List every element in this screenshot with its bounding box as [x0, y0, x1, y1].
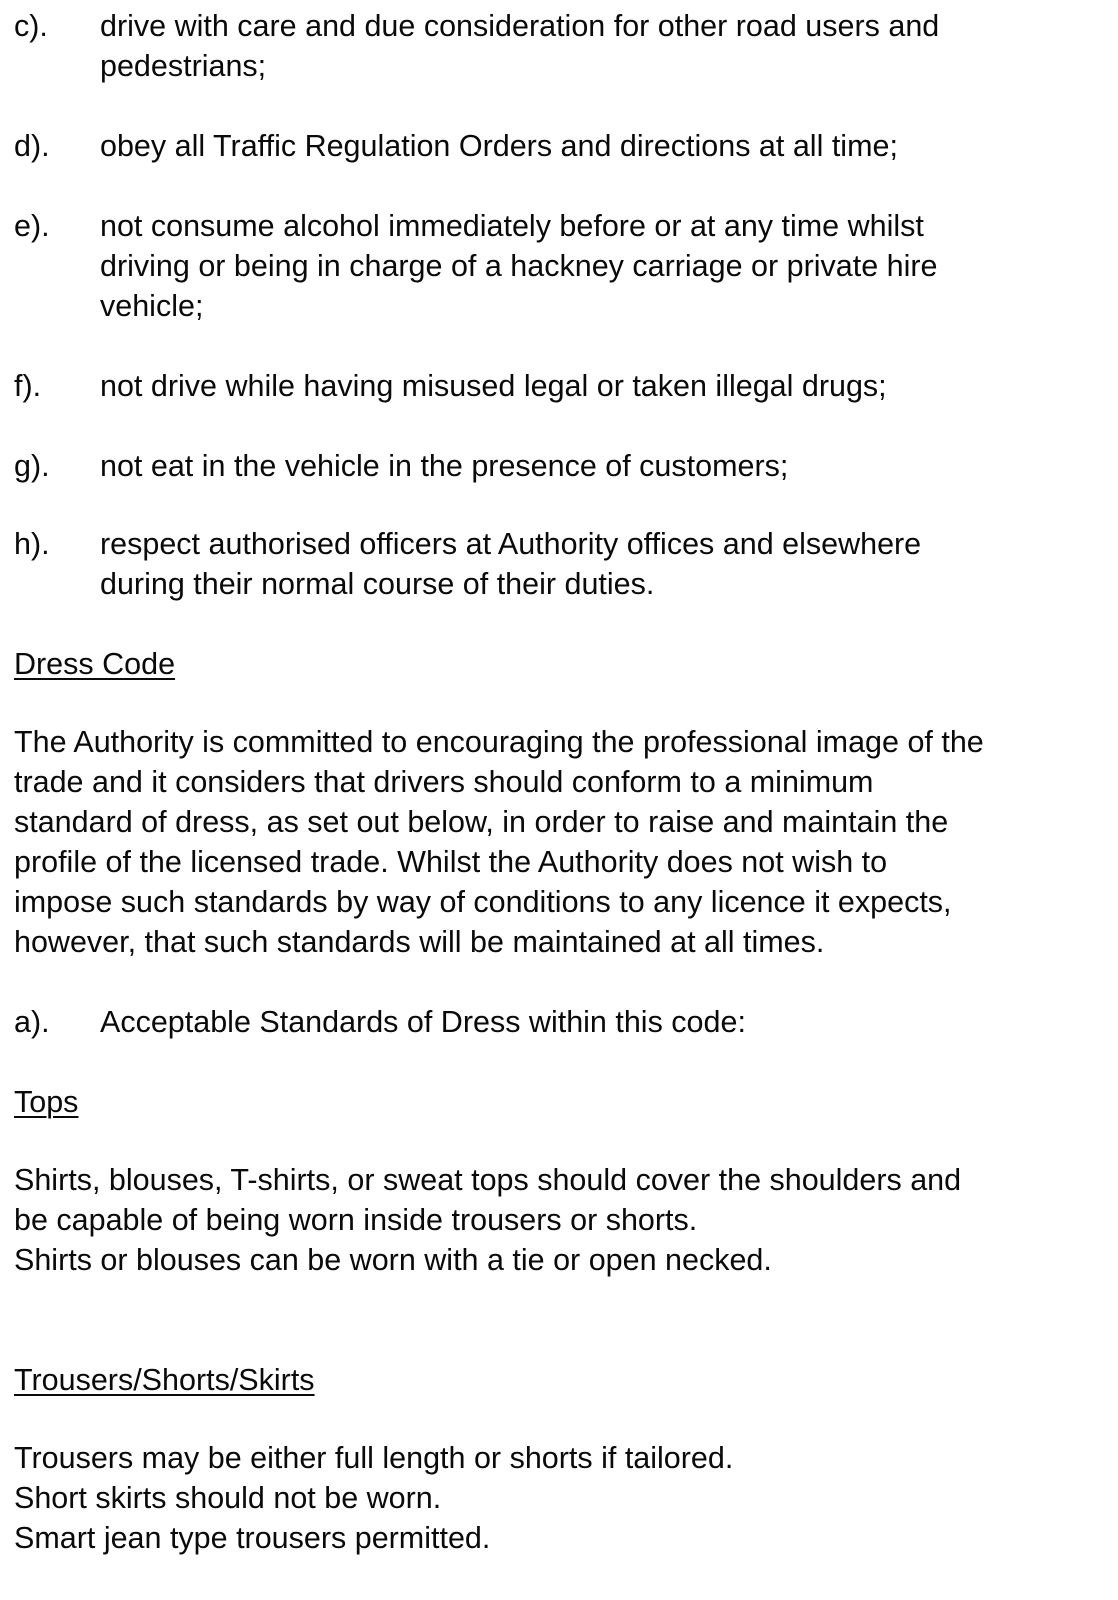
list-item-text: [100, 366, 1090, 406]
list-item-text: [100, 6, 1090, 86]
list-item-text: [100, 1002, 1090, 1042]
list-marker: c).: [14, 9, 48, 43]
list-item-text: [100, 126, 1090, 166]
text-line: trade and it considers that drivers should conform to a minimum: [14, 765, 874, 799]
dress-code-heading: Dress Code: [14, 647, 176, 681]
text-line: standard of dress, as set out below, in order to raise and maintain the: [14, 805, 949, 839]
tops-heading: Tops: [14, 1085, 79, 1119]
list-item-text: [100, 446, 1090, 486]
text-line: profile of the licensed trade. Whilst the Authority does not wish to: [14, 845, 888, 879]
text-line: Shirts, blouses, T-shirts, or sweat tops should cover the shoulders and: [14, 1163, 962, 1197]
text-line: be capable of being worn inside trousers or shorts.: [14, 1203, 698, 1237]
dress-code-intro: [14, 722, 1104, 962]
list-item-text: [100, 524, 1090, 604]
tops-paragraph: [14, 1160, 1104, 1280]
list-marker: e).: [14, 209, 50, 243]
text-line: drive with care and due consideration for other road users and: [100, 9, 940, 43]
list-item-text: [100, 206, 1090, 326]
text-line: Acceptable Standards of Dress within this code:: [100, 1005, 746, 1039]
text-line: not consume alcohol immediately before or at any time whilst: [100, 209, 924, 243]
list-marker: f).: [14, 369, 42, 403]
text-line: obey all Traffic Regulation Orders and directions at all time;: [100, 129, 898, 163]
text-line: pedestrians;: [100, 49, 267, 83]
text-line: however, that such standards will be maintained at all times.: [14, 925, 825, 959]
text-line: impose such standards by way of conditions to any licence it expects,: [14, 885, 952, 919]
text-line: not eat in the vehicle in the presence of customers;: [100, 449, 789, 483]
text-line: Smart jean type trousers permitted.: [14, 1521, 491, 1555]
text-line: driving or being in charge of a hackney carriage or private hire: [100, 249, 938, 283]
trousers-heading: Trousers/Shorts/Skirts: [14, 1363, 315, 1397]
list-marker: d).: [14, 129, 50, 163]
text-line: Shirts or blouses can be worn with a tie or open necked.: [14, 1243, 772, 1277]
text-line: The Authority is committed to encouraging the professional image of the: [14, 725, 984, 759]
list-marker: g).: [14, 449, 50, 483]
text-line: Short skirts should not be worn.: [14, 1481, 442, 1515]
text-line: during their normal course of their duties.: [100, 567, 655, 601]
text-line: vehicle;: [100, 289, 204, 323]
list-marker: a).: [14, 1005, 50, 1039]
trousers-paragraph: [14, 1438, 1104, 1558]
text-line: not drive while having misused legal or taken illegal drugs;: [100, 369, 887, 403]
list-marker: h).: [14, 527, 50, 561]
text-line: respect authorised officers at Authority offices and elsewhere: [100, 527, 922, 561]
text-line: Trousers may be either full length or shorts if tailored.: [14, 1441, 734, 1475]
